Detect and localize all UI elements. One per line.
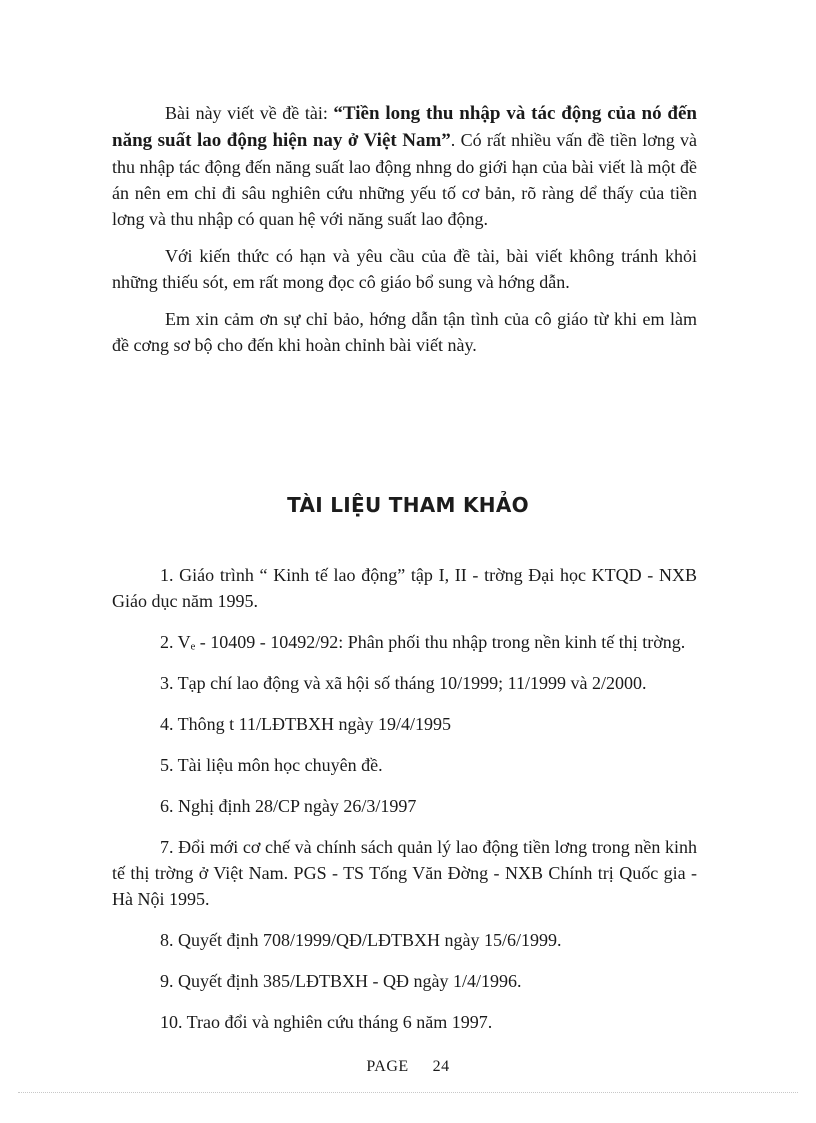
reference-item: 6. Nghị định 28/CP ngày 26/3/1997: [160, 796, 417, 816]
reference-item: 5. Tài liệu môn học chuyên đề.: [160, 755, 383, 775]
intro-prefix: Bài này viết về đề tài:: [165, 103, 334, 123]
reference-item: 1. Giáo trình “ Kinh tế lao động” tập I, II - trờng Đại học KTQD - NXB Giáo dục năm 1995.: [112, 565, 697, 611]
intro-section: [112, 100, 697, 369]
page-footer: [0, 1058, 816, 1076]
reference-item: 2. Vₑ - 10409 - 10492/92: Phân phối thu nhập trong nền kinh tế thị trờng.: [160, 632, 686, 652]
intro-rest: . Có rất nhiều vấn đề tiền lơng và thu nhập tác động đến năng suất lao động nhng do giới hạn của bài viết là một đề án nên em chỉ đi sâu nghiên cứu những yếu tố cơ bản, rõ ràng dể thấy của tiền lơng và thu nhập có quan hệ với năng suất lao động.: [112, 130, 697, 229]
reference-item: 9. Quyết định 385/LĐTBXH - QĐ ngày 1/4/1996.: [160, 971, 522, 991]
page-label: PAGE: [366, 1058, 409, 1075]
page-number: 24: [432, 1058, 450, 1075]
reference-item: 7. Đổi mới cơ chế và chính sách quản lý lao động tiền lơng trong nền kinh tế thị trờng ở Việt Nam. PGS - TS Tống Văn Đờng - NXB Chính trị Quốc gia - Hà Nội 1995.: [112, 837, 697, 909]
reference-item: 4. Thông t 11/LĐTBXH ngày 19/4/1995: [160, 714, 451, 734]
reference-item: 8. Quyết định 708/1999/QĐ/LĐTBXH ngày 15/6/1999.: [160, 930, 562, 950]
intro-paragraph-3: Em xin cảm ơn sự chỉ bảo, hớng dẫn tận tình của cô giáo từ khi em làm đề cơng sơ bộ cho đến khi hoàn chỉnh bài viết này.: [112, 309, 697, 355]
references-heading: TÀI LIỆU THAM KHẢO: [287, 493, 529, 517]
page-bottom-divider: [18, 1092, 798, 1093]
reference-item: 3. Tạp chí lao động và xã hội số tháng 10/1999; 11/1999 và 2/2000.: [160, 673, 647, 693]
references-list: [112, 562, 697, 1050]
reference-item: 10. Trao đổi và nghiên cứu tháng 6 năm 1997.: [160, 1012, 493, 1032]
intro-paragraph-1: [112, 100, 697, 232]
topic-title: “Tiền long thu nhập và tác động của nó đến năng suất lao động hiện nay ở Việt Nam”: [112, 103, 697, 151]
intro-paragraph-2: Với kiến thức có hạn và yêu cầu của đề tài, bài viết không tránh khỏi những thiếu sót, em rất mong đọc cô giáo bổ sung và hớng dẫn.: [112, 246, 697, 292]
